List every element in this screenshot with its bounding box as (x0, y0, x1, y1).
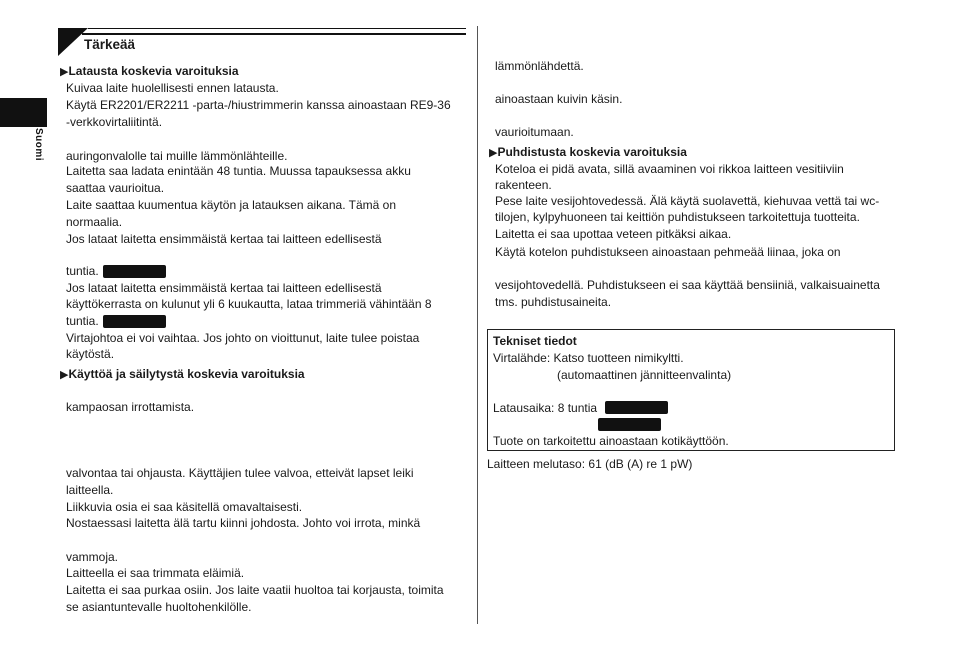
title-rule-top (88, 28, 466, 29)
text-line: lämmönlähdettä. (495, 59, 584, 73)
power-note-text: (automaattinen jännitteenvalinta) (557, 368, 732, 382)
heading-text: Puhdistusta koskevia varoituksia (497, 145, 687, 159)
arrow-right-icon: ▶ (489, 147, 498, 159)
language-label: Suomi (33, 128, 44, 162)
page-title: Tärkeää (84, 37, 136, 52)
text-line: Pese laite vesijohtovedessä. Älä käytä suolavettä, kiehuvaa vettä tai wc- (495, 194, 880, 208)
text-line: valvontaa tai ohjausta. Käyttäjien tulee valvoa, etteivät lapset leiki (66, 466, 414, 480)
charging-time-text: Latausaika: 8 tuntia (493, 401, 598, 415)
text-line: tuntia. (66, 264, 99, 278)
text-line: Koteloa ei pidä avata, sillä avaaminen voi rikkoa laitteen vesitiiviin (495, 162, 844, 176)
heading-text: Latausta koskevia varoituksia (68, 64, 239, 78)
text-line: tilojen, kylpyhuoneen tai keittiön puhdistukseen tarkoitettuja tuotteita. (495, 210, 860, 224)
text-line: Virtajohtoa ei voi vaihtaa. Jos johto on vioittunut, laite tulee poistaa (66, 331, 420, 345)
text-line: se asiantuntevalle huoltohenkilölle. (66, 600, 252, 614)
title-rule (82, 33, 466, 35)
text-line: Liikkuvia osia ei saa käsitellä omavaltaisesti. (66, 500, 303, 514)
text-line: Kuivaa laite huolellisesti ennen latausta. (66, 81, 279, 95)
charging-warnings-heading (60, 64, 239, 79)
text-line: tuntia. (66, 314, 99, 328)
arrow-right-icon: ▶ (60, 66, 69, 78)
heading-text: Käyttöä ja säilytystä koskevia varoituksia (68, 367, 305, 381)
text-line: Laite saattaa kuumentua käytön ja latauksen aikana. Tämä on (66, 198, 396, 212)
text-line: käytöstä. (66, 347, 115, 361)
home-use-text: Tuote on tarkoitettu ainoastaan kotikäyttöön. (493, 434, 729, 448)
text-line: Jos lataat laitetta ensimmäistä kertaa tai laitteen edellisestä (66, 232, 382, 246)
usage-warnings-heading (60, 367, 305, 382)
text-line: Jos lataat laitetta ensimmäistä kertaa tai laitteen edellisestä (66, 281, 382, 295)
language-tab-block (0, 98, 47, 127)
arrow-right-icon: ▶ (60, 369, 69, 381)
noise-level-text: Laitteen melutaso: 61 (dB (A) re 1 pW) (487, 457, 693, 471)
text-line: Laitetta ei saa upottaa veteen pitkäksi aikaa. (495, 227, 732, 241)
text-line: Käytä ER2201/ER2211 -parta-/hiustrimmerin kanssa ainoastaan RE9-36 (66, 98, 451, 112)
text-line: ainoastaan kuivin käsin. (495, 92, 623, 106)
text-line: Nostaessasi laitetta älä tartu kiinni johdosta. Johto voi irrota, minkä (66, 516, 421, 530)
specifications-heading: Tekniset tiedot (493, 334, 577, 348)
text-line: saattaa vaurioitua. (66, 181, 165, 195)
text-line: normaalia. (66, 215, 123, 229)
text-line: vammoja. (66, 550, 119, 564)
cleaning-warnings-heading (489, 145, 687, 160)
text-line: Laitetta ei saa purkaa osiin. Jos laite vaatii huoltoa tai korjausta, toimita (66, 583, 444, 597)
text-line: tms. puhdistusaineita. (495, 295, 612, 309)
text-line: -verkkovirtaliitintä. (66, 115, 163, 129)
redaction-bar (103, 315, 166, 328)
text-line: käyttökerrasta on kulunut yli 6 kuukautta, lataa trimmeriä vähintään 8 (66, 297, 432, 311)
text-line: auringonvalolle tai muille lämmönlähteille. (66, 149, 288, 163)
redaction-bar (598, 418, 661, 431)
text-line: Käytä kotelon puhdistukseen ainoastaan pehmeää liinaa, joka on (495, 245, 841, 259)
text-line: kampaosan irrottamista. (66, 400, 195, 414)
text-line: laitteella. (66, 483, 114, 497)
text-line: rakenteen. (495, 178, 552, 192)
text-line: vaurioitumaan. (495, 125, 574, 139)
column-divider (477, 26, 478, 624)
text-line: vesijohtovedellä. Puhdistukseen ei saa käyttää bensiiniä, valkaisuainetta (495, 278, 880, 292)
text-line: Laitetta saa ladata enintään 48 tuntia. Muussa tapauksessa akku (66, 164, 411, 178)
power-source-text: Virtalähde: Katso tuotteen nimikyltti. (493, 351, 684, 365)
text-line: Laitteella ei saa trimmata eläimiä. (66, 566, 245, 580)
redaction-bar (605, 401, 668, 414)
redaction-bar (103, 265, 166, 278)
